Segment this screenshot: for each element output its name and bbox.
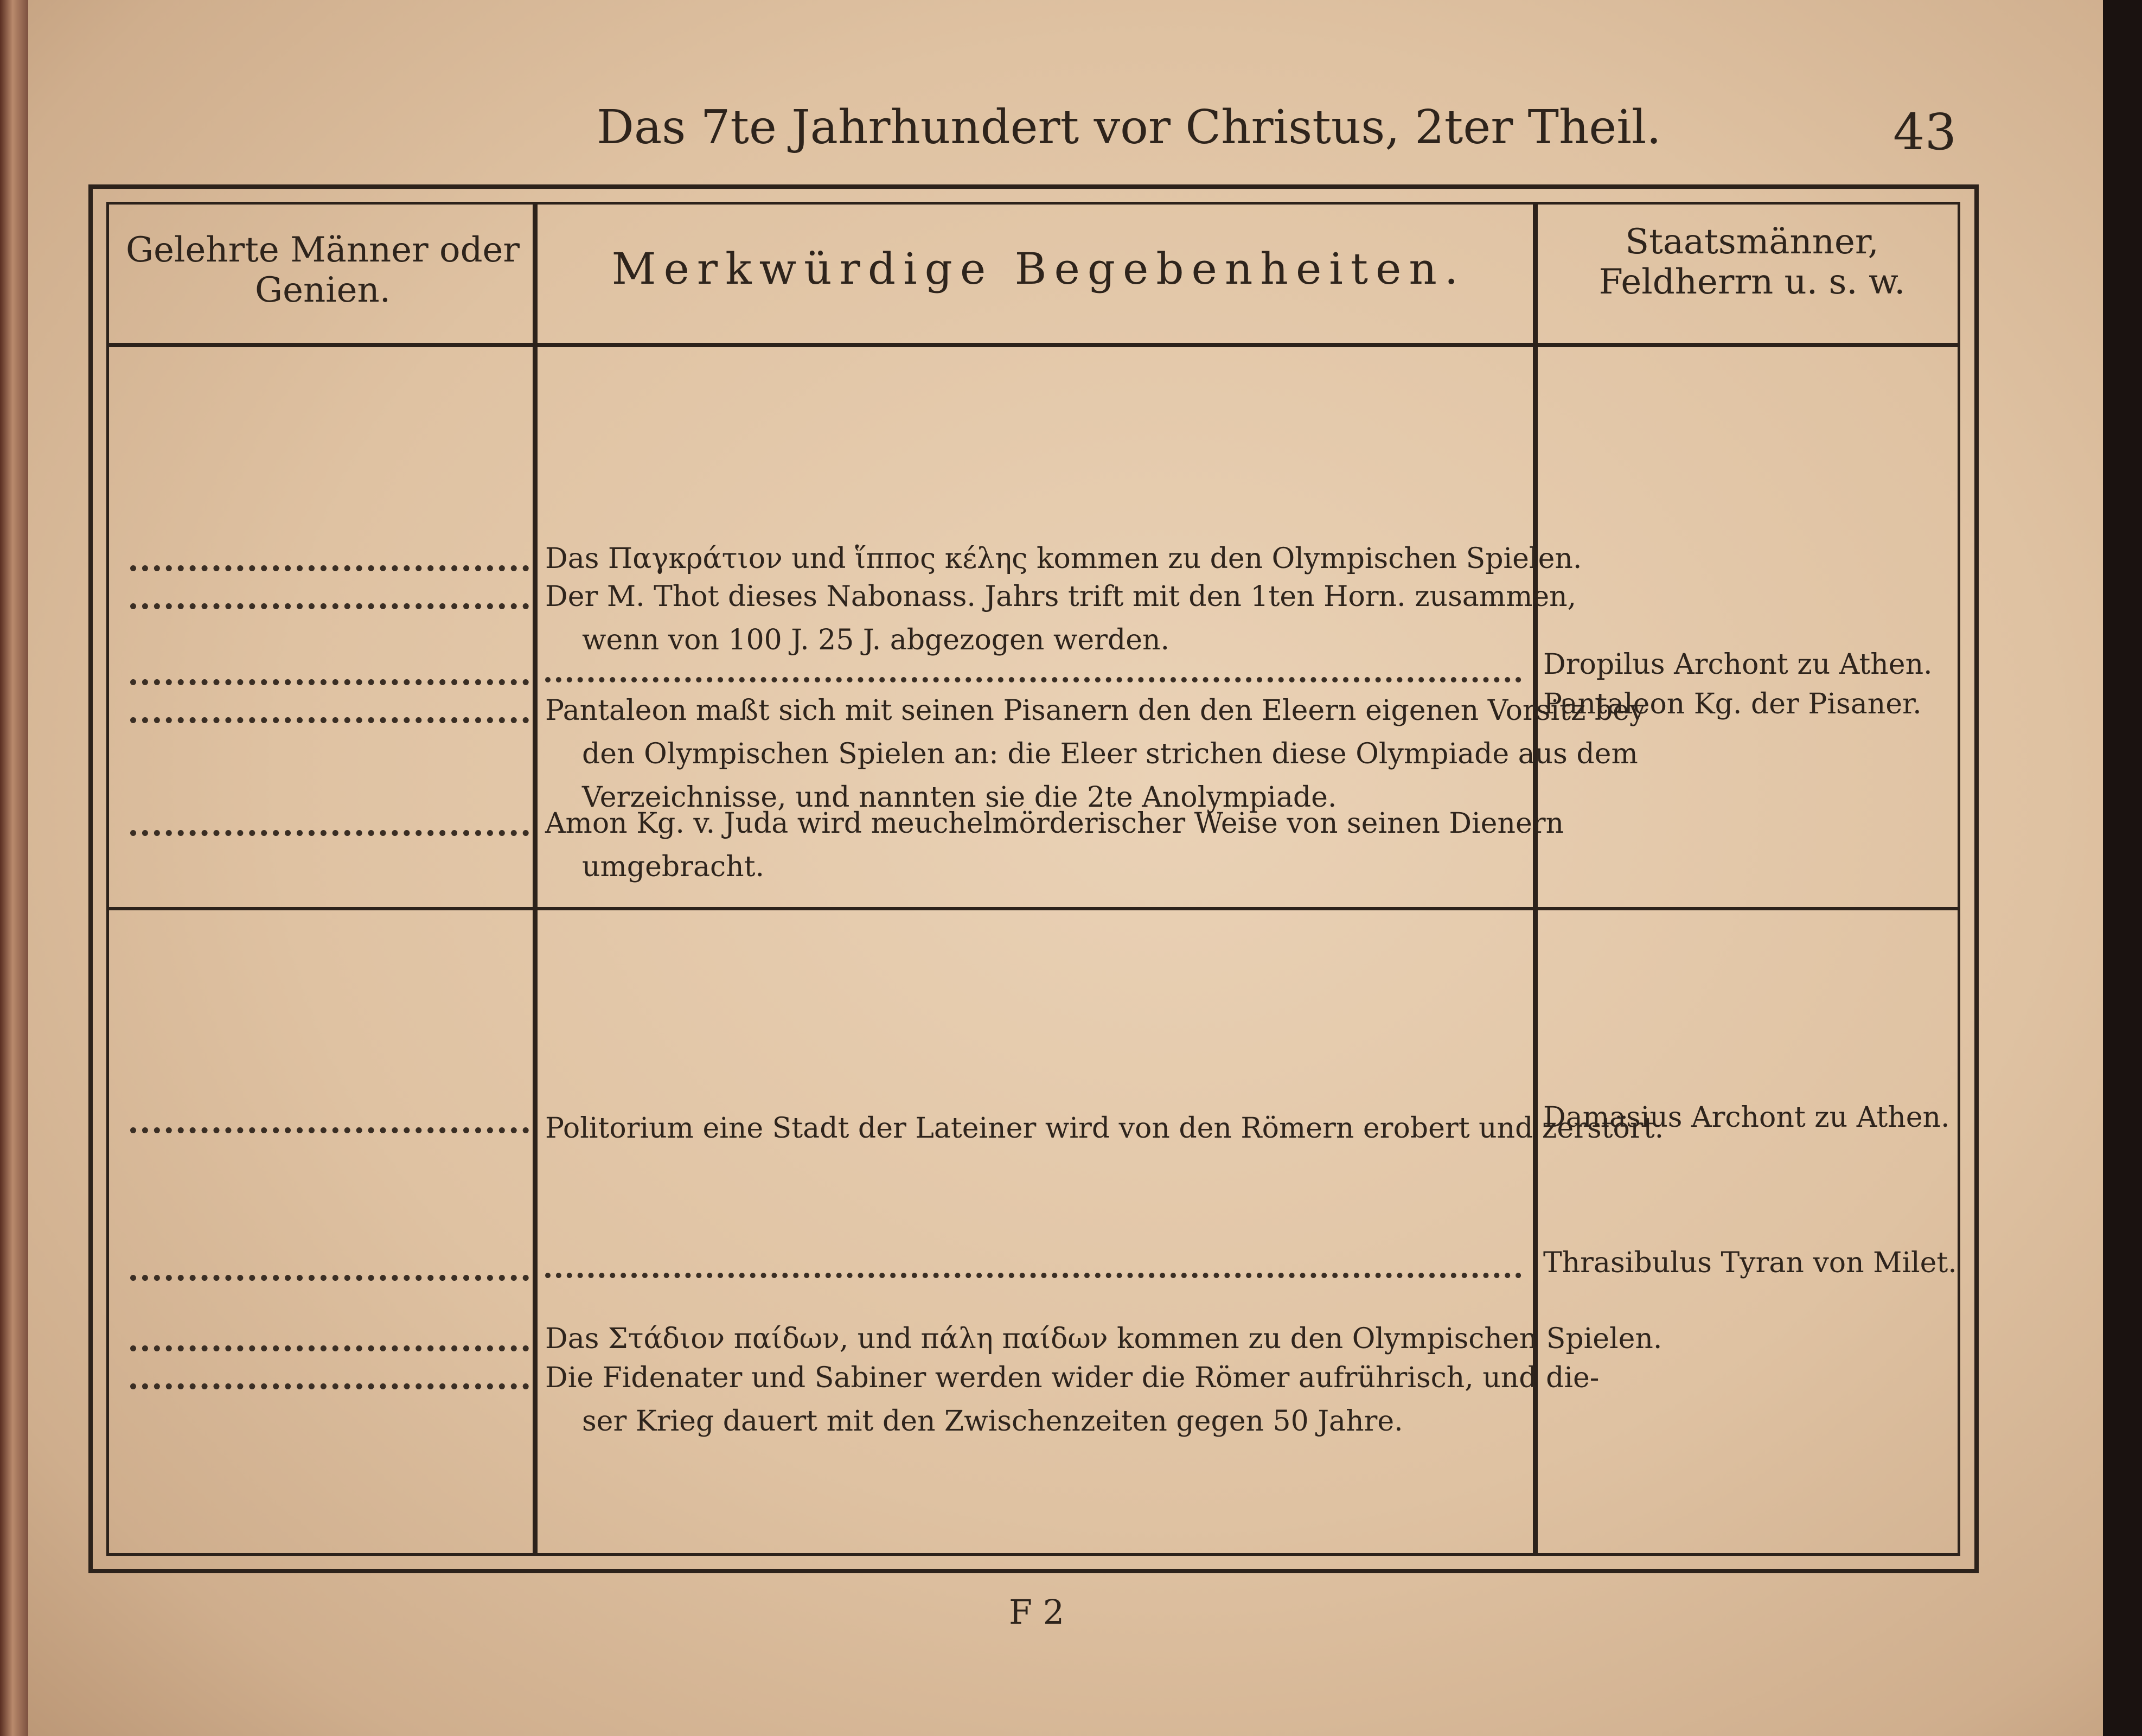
- event-entry: [545, 802, 1564, 889]
- event-line: Der M. Thot dieses Nabonass. Jahrs trift mit den 1ten Horn. zusammen,: [545, 580, 1577, 613]
- section-rule: [106, 907, 1960, 910]
- leader-dots: [130, 1116, 529, 1133]
- event-line: umgebracht.: [582, 851, 765, 883]
- header-events: Merkwürdige Begebenheiten.: [611, 244, 1466, 294]
- signature-mark: F 2: [1009, 1592, 1065, 1632]
- leader-dots: [130, 1264, 529, 1281]
- event-line: Verzeichnisse, und nannten sie die 2te Anolympiade.: [582, 781, 1337, 814]
- event-entry: [545, 1356, 1600, 1443]
- column-divider-left: [533, 202, 538, 1556]
- event-line: ser Krieg dauert mit den Zwischenzeiten gegen 50 Jahre.: [582, 1405, 1403, 1438]
- event-entry: [545, 1107, 1664, 1150]
- header-rule: [106, 343, 1960, 347]
- leader-dots: [130, 819, 529, 836]
- event-entry: [545, 689, 1646, 819]
- event-line: Das Στάδιον παίδων, und πάλη παίδων kommen zu den Olympischen Spielen.: [545, 1323, 1663, 1355]
- statesman-entry: Dropilus Archont zu Athen.: [1543, 648, 1933, 681]
- statesman-entry: Thrasibulus Tyran von Milet.: [1543, 1247, 1957, 1279]
- event-entry: [545, 1317, 1663, 1361]
- leader-dots: [130, 668, 529, 685]
- event-line: Amon Kg. v. Juda wird meuchelmörderischer Weise von seinen Dienern: [545, 807, 1564, 840]
- event-line: Pantaleon maßt sich mit seinen Pisanern den den Eleern eigenen Vorsitz bey: [545, 694, 1646, 727]
- book-spine: [0, 0, 28, 1736]
- leader-dots: [130, 554, 529, 571]
- event-line: wenn von 100 J. 25 J. abgezogen werden.: [582, 624, 1170, 656]
- leader-dots: [545, 666, 1521, 682]
- event-line: Das Παγκράτιον und ἵππος κέλης kommen zu den Olympischen Spielen.: [545, 542, 1582, 575]
- leader-dots: [130, 1335, 529, 1351]
- event-line: Politorium eine Stadt der Lateiner wird von den Römern erobert und zerstört.: [545, 1112, 1664, 1145]
- header-statesmen: Staatsmänner, Feldherrn u. s. w.: [1598, 222, 1906, 302]
- event-line: den Olympischen Spielen an: die Eleer strichen diese Olympiade aus dem: [582, 738, 1638, 770]
- statesman-entry: Damasius Archont zu Athen.: [1543, 1101, 1950, 1134]
- event-entry: [545, 537, 1582, 580]
- running-head: Das 7te Jahrhundert vor Christus, 2ter Theil.: [597, 100, 1661, 155]
- leader-dots: [130, 1373, 529, 1389]
- leader-dots: [130, 706, 529, 723]
- event-entry: [545, 575, 1577, 662]
- header-scholars: Gelehrte Männer oder Genien.: [126, 230, 520, 310]
- leader-dots: [130, 592, 529, 609]
- statesman-entry: Pantaleon Kg. der Pisaner.: [1543, 688, 1922, 720]
- leader-dots: [545, 1262, 1521, 1278]
- event-line: Die Fidenater und Sabiner werden wider die Römer aufrührisch, und die-: [545, 1362, 1600, 1394]
- page-number: 43: [1893, 103, 1957, 161]
